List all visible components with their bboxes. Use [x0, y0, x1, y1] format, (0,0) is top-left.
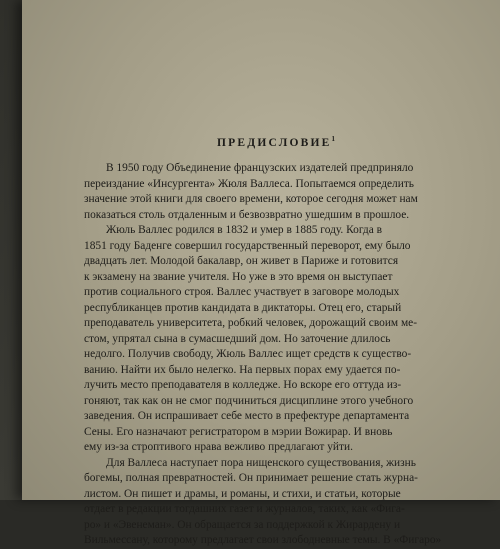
- text-line: ему из-за строптивого нрава вежливо предлагают уйти.: [84, 441, 353, 454]
- text-line: стом, упрятал сына в сумасшедший дом. Но заточение длилось: [84, 332, 391, 345]
- book-page: [22, 0, 500, 547]
- text-line: Сены. Его назначают регистратором в мэрии Вожирар. И вновь: [84, 425, 393, 438]
- text-line: Жюль Валлес родился в 1832 и умер в 1885 году. Когда в: [106, 224, 383, 237]
- text-line: двадцать лет. Молодой бакалавр, он живет в Париже и готовится: [84, 255, 399, 268]
- text-line: 1851 году Баденге совершил государственный переворот, ему было: [84, 239, 411, 252]
- text-line: В 1950 году Объединение французских издателей предприняло: [106, 162, 414, 175]
- text-line: республиканцев против кандидата в диктаторы. Отец его, старый: [84, 301, 402, 314]
- text-line: гоняют, так как он не смог подчиниться дисциплине этого учебного: [84, 394, 414, 407]
- paragraph-3: [84, 456, 468, 549]
- text-line: против социального строя. Валлес участвует в заговоре молодых: [84, 286, 400, 299]
- text-line: переиздание «Инсургента» Жюля Валлеса. Попытаемся определить: [84, 177, 414, 190]
- text-line: Для Валлеса наступает пора нищенского существования, жизнь: [106, 456, 416, 469]
- text-line: лучить место преподавателя в колледже. Но вскоре его оттуда из-: [84, 379, 402, 392]
- text-line: заведения. Он испрашивает себе место в префектуре департамента: [84, 410, 410, 423]
- page-content: [84, 132, 468, 549]
- text-line: к экзамену на звание учителя. Но уже в это время он выступает: [84, 270, 393, 283]
- text-line: недолго. Получив свободу, Жюль Валлес ищет средств к существо-: [84, 348, 412, 361]
- text-line: показаться столь отдаленным и безвозвратно ушедшим в прошлое.: [84, 208, 410, 221]
- page-title: [84, 132, 468, 151]
- paragraph-2: [84, 223, 468, 456]
- text-line: значение этой книги для своего времени, которое сегодня может нам: [84, 193, 418, 206]
- text-line: ванию. Найти их было нелегко. На первых порах ему удается по-: [84, 363, 401, 376]
- text-line: богемы, полная превратностей. Он принимает решение стать журна-: [84, 472, 418, 485]
- text-line: ро» и «Эвенеман». Он обращается за поддержкой к Жирардену и: [84, 518, 401, 531]
- text-line: преподаватель университета, робкий человек, дорожащий своим ме-: [84, 317, 418, 330]
- text-line: отдает в редакции тогдашних газет и журналов, таких, как «Фига-: [84, 503, 405, 516]
- text-line: Вильмессану, которому предлагает свои злободневные темы. В «Фигаро»: [84, 534, 442, 547]
- text-line: листом. Он пишет и драмы, и романы, и стихи, и статьи, которые: [84, 487, 401, 500]
- paragraph-1: [84, 161, 468, 223]
- title-footnote-mark: 1: [331, 135, 335, 143]
- title-text: ПРЕДИСЛОВИЕ: [216, 136, 332, 149]
